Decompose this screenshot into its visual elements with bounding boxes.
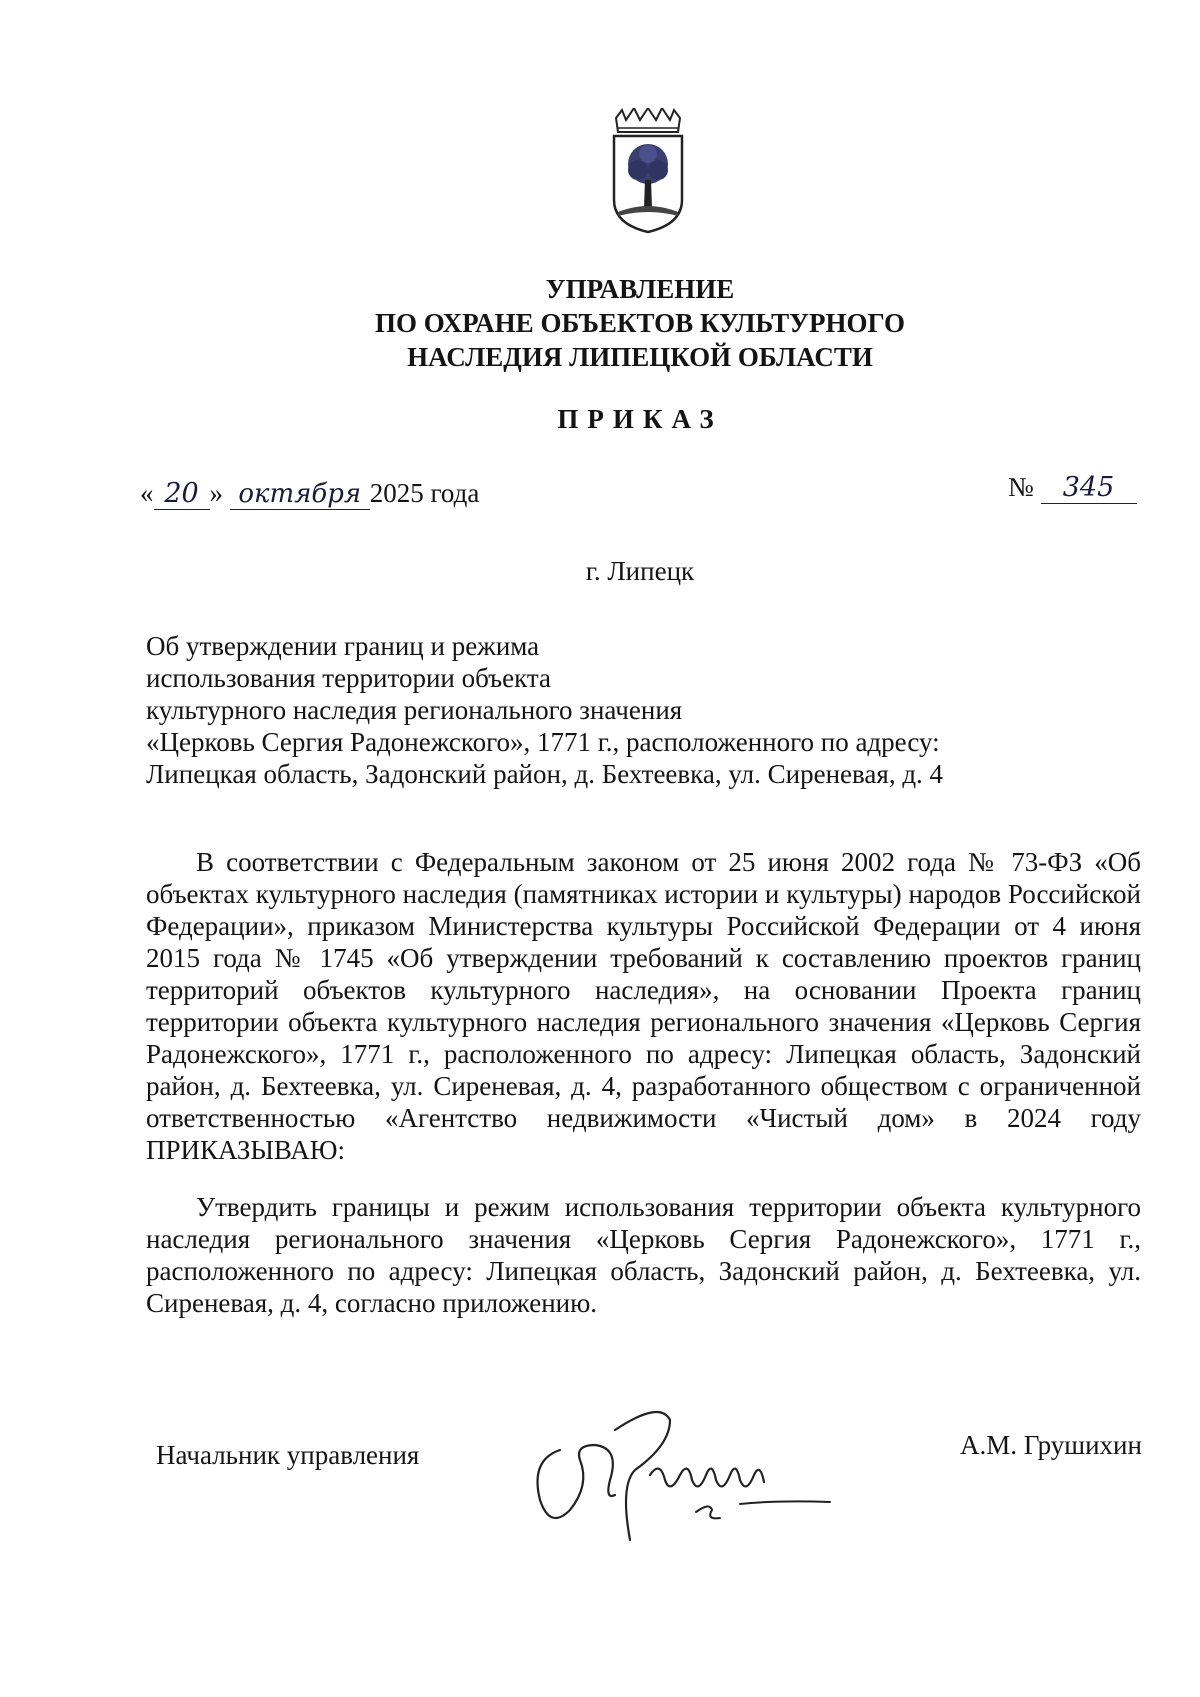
number-value: 345 — [1041, 472, 1137, 504]
date-year: 2025 года — [369, 478, 480, 508]
number-label: № — [1008, 472, 1034, 502]
date-day: 20 — [154, 478, 210, 510]
document-number — [1008, 472, 1137, 504]
org-line-2: ПО ОХРАНЕ ОБЪЕКТОВ КУЛЬТУРНОГО — [375, 308, 905, 338]
date-month: октября — [230, 479, 370, 510]
body-paragraph-1: В соответствии с Федеральным законом от 25 июня 2002 года № 73-ФЗ «Об объектах культурного наследия (памятниках истории и культуры) народов Российской Федерации», приказом Министерства культуры Российской Федерации от 4 июня 2015 года № 1745 «Об утверждении требований к составлению проектов границ территорий объектов культурного наследия», на основании Проекта границ территории объекта культурного наследия регионального значения «Церковь Сергия Радонежского», 1771 г., расположенного по адресу: Липецкая область, Задонский район, д. Бехтеевка, ул. Сиреневая, д. 4, разработанного обществом с ограниченной ответственностью «Агентство недвижимости «Чистый дом» в 2024 году ПРИКАЗЫВАЮ: — [146, 847, 1141, 1165]
date-open-quote: « — [140, 478, 154, 508]
title-line-3: культурного наследия регионального значения — [146, 695, 683, 725]
org-line-3: НАСЛЕДИЯ ЛИПЕЦКОЙ ОБЛАСТИ — [407, 342, 873, 372]
date-close-quote: » — [209, 478, 223, 508]
signature-icon — [520, 1390, 850, 1550]
organization-name — [300, 272, 980, 374]
city: г. Липецк — [585, 556, 695, 586]
body-paragraph-2: Утвердить границы и режим использования территории объекта культурного наследия регионального значения «Церковь Сергия Радонежского», 1771 г., расположенного по адресу: Липецкая область, Задонский район, д. Бехтеевка, ул. Сиреневая, д. 4, согласно приложению. — [146, 1192, 1141, 1318]
coat-of-arms-icon — [608, 108, 688, 234]
signatory-role: Начальник управления — [156, 1440, 420, 1470]
org-line-1: УПРАВЛЕНИЕ — [545, 274, 735, 304]
document-date — [140, 478, 479, 510]
title-line-1: Об утверждении границ и режима — [146, 631, 540, 661]
title-line-5: Липецкая область, Задонский район, д. Бехтеевка, ул. Сиреневая, д. 4 — [146, 759, 944, 789]
title-line-4: «Церковь Сергия Радонежского», 1771 г., расположенного по адресу: — [146, 727, 940, 757]
signatory-name: А.М. Грушихин — [960, 1430, 1142, 1460]
document-type-heading: ПРИКАЗ — [557, 404, 723, 434]
order-title — [146, 630, 943, 790]
title-line-2: использования территории объекта — [146, 663, 551, 693]
